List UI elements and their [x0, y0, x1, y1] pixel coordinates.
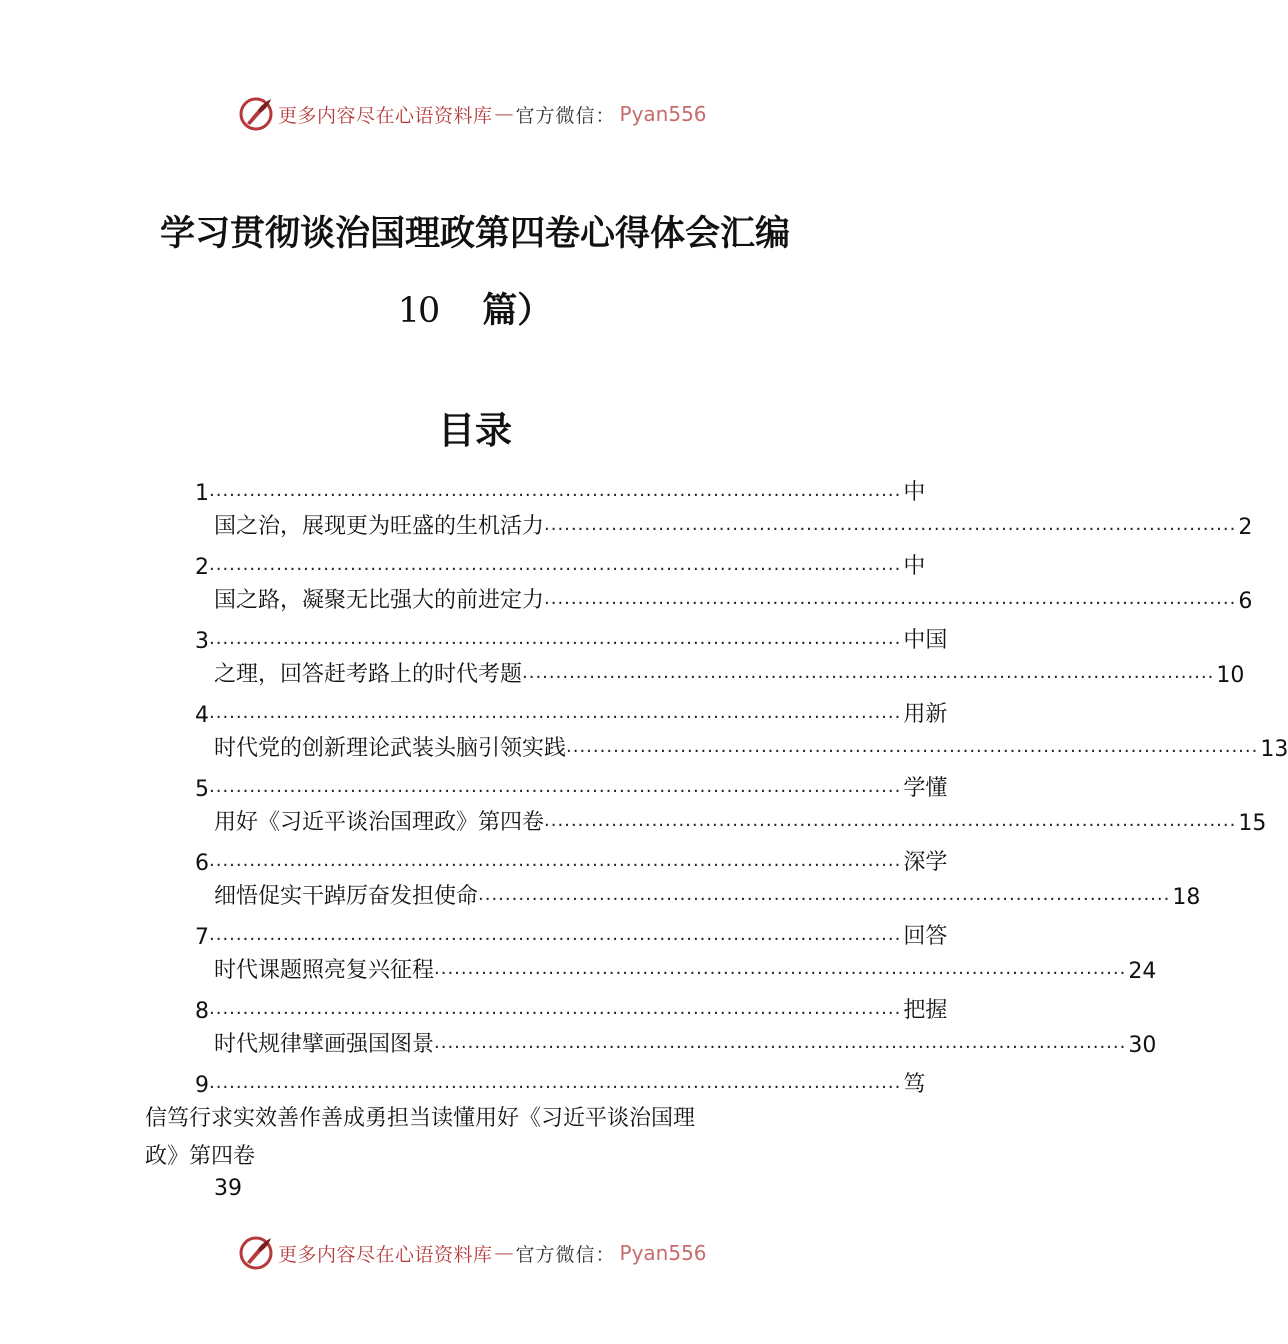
watermark-lead-text: 更多内容尽在心语资料库 — [278, 1243, 493, 1266]
toc-entry-title-start: 笃 — [903, 1072, 926, 1097]
toc-heading: 目录 — [438, 408, 512, 452]
dot-leader: ....................................................................................................... — [544, 810, 1237, 831]
document-title-line1: 学习贯彻谈治国理政第四卷心得体会汇编 — [159, 213, 790, 254]
document-title-line2 — [0, 283, 950, 333]
toc-entry-title: 之理，回答赶考路上的时代考题 — [214, 662, 523, 687]
dot-leader: ....................................................................................................... — [478, 884, 1171, 905]
dot-leader: ....................................................................................................... — [522, 662, 1215, 683]
toc-entry-number: 9 — [195, 1073, 209, 1098]
dot-leader: ....................................................................................................... — [209, 776, 902, 797]
toc-entry[interactable] — [0, 546, 1253, 620]
document-title-count: 10 — [397, 291, 439, 331]
toc-entry-number: 6 — [195, 851, 209, 876]
toc-entry-last-page: 39 — [214, 1176, 242, 1201]
toc-entry-title: 时代课题照亮复兴征程 — [214, 958, 435, 983]
toc-entry-title-start: 中国 — [903, 628, 948, 653]
toc-entry-page: 15 — [1238, 811, 1267, 836]
dot-leader: ....................................................................................................... — [209, 628, 902, 649]
document-title-suffix: 篇） — [482, 290, 553, 331]
toc-entry-last-title-line2: 政》第四卷 — [145, 1144, 256, 1169]
toc-entry[interactable] — [0, 694, 1288, 768]
dot-leader: ....................................................................................................... — [209, 850, 902, 871]
toc-entry-page: 30 — [1128, 1033, 1157, 1058]
toc-entry-title: 用好《习近平谈治国理政》第四卷 — [214, 810, 545, 835]
toc-entry-last-title — [145, 1100, 805, 1176]
toc-entry-number: 1 — [195, 481, 209, 506]
toc-entry-title-start: 中 — [903, 554, 926, 579]
toc-entry-number: 3 — [195, 629, 209, 654]
dot-leader: ....................................................................................................... — [209, 480, 902, 501]
toc-entry-page: 18 — [1172, 885, 1201, 910]
toc-entry-page: 6 — [1238, 589, 1253, 614]
dot-leader: ....................................................................................................... — [209, 998, 902, 1019]
toc-entry-title: 国之路，凝聚无比强大的前进定力 — [214, 588, 545, 613]
toc-entry-title: 时代党的创新理论武装头脑引领实践 — [214, 736, 567, 761]
watermark-banner-top — [238, 96, 707, 132]
toc-entry-title-start: 回答 — [903, 924, 948, 949]
toc-entry-last-title-line1: 信笃行求实效善作善成勇担当读懂用好《习近平谈治国理 — [145, 1106, 696, 1131]
watermark-dash: — — [494, 103, 514, 125]
toc-entry[interactable] — [0, 916, 1157, 990]
toc-entry-title-start: 用新 — [903, 702, 948, 727]
toc-entry-title-start: 把握 — [903, 998, 948, 1023]
toc-entry-title: 细悟促实干踔厉奋发担使命 — [214, 884, 479, 909]
toc-entry[interactable] — [0, 620, 1245, 694]
watermark-handle: Pyan556 — [619, 102, 707, 126]
watermark-wechat-label: 官方微信： — [515, 1243, 616, 1266]
toc-entry-title-start: 中 — [903, 480, 926, 505]
toc-entry-number: 7 — [195, 925, 209, 950]
toc-entry[interactable] — [0, 472, 1253, 546]
dot-leader: ....................................................................................................... — [209, 924, 902, 945]
quill-pen-logo-icon — [238, 1235, 274, 1271]
toc-entry-page: 10 — [1216, 663, 1245, 688]
toc-entry-title: 时代规律擘画强国图景 — [214, 1032, 435, 1057]
dot-leader: ....................................................................................................... — [209, 1072, 902, 1093]
dot-leader: ....................................................................................................... — [566, 736, 1259, 757]
watermark-lead-text: 更多内容尽在心语资料库 — [278, 104, 493, 127]
toc-entry-title-start: 学懂 — [903, 776, 948, 801]
dot-leader: ....................................................................................................... — [434, 1032, 1127, 1053]
table-of-contents — [0, 472, 1288, 1138]
toc-entry-number: 5 — [195, 777, 209, 802]
toc-entry[interactable] — [0, 768, 1267, 842]
toc-entry-page: 13 — [1260, 737, 1288, 762]
toc-entry-page: 24 — [1128, 959, 1157, 984]
watermark-banner-bottom — [238, 1235, 707, 1271]
quill-pen-logo-icon — [238, 96, 274, 132]
dot-leader: ....................................................................................................... — [434, 958, 1127, 979]
watermark-dash: — — [494, 1242, 514, 1264]
toc-entry[interactable] — [0, 842, 1201, 916]
toc-entry-title: 国之治，展现更为旺盛的生机活力 — [214, 514, 545, 539]
toc-entry-number: 8 — [195, 999, 209, 1024]
toc-entry-number: 4 — [195, 703, 209, 728]
dot-leader: ....................................................................................................... — [544, 588, 1237, 609]
watermark-handle: Pyan556 — [619, 1241, 707, 1265]
toc-entry[interactable] — [0, 990, 1157, 1064]
dot-leader: ....................................................................................................... — [544, 514, 1237, 535]
toc-entry-title-start: 深学 — [903, 850, 948, 875]
dot-leader: ....................................................................................................... — [209, 702, 902, 723]
toc-entry-number: 2 — [195, 555, 209, 580]
toc-entry-page: 2 — [1238, 515, 1253, 540]
dot-leader: ....................................................................................................... — [209, 554, 902, 575]
watermark-wechat-label: 官方微信： — [515, 104, 616, 127]
